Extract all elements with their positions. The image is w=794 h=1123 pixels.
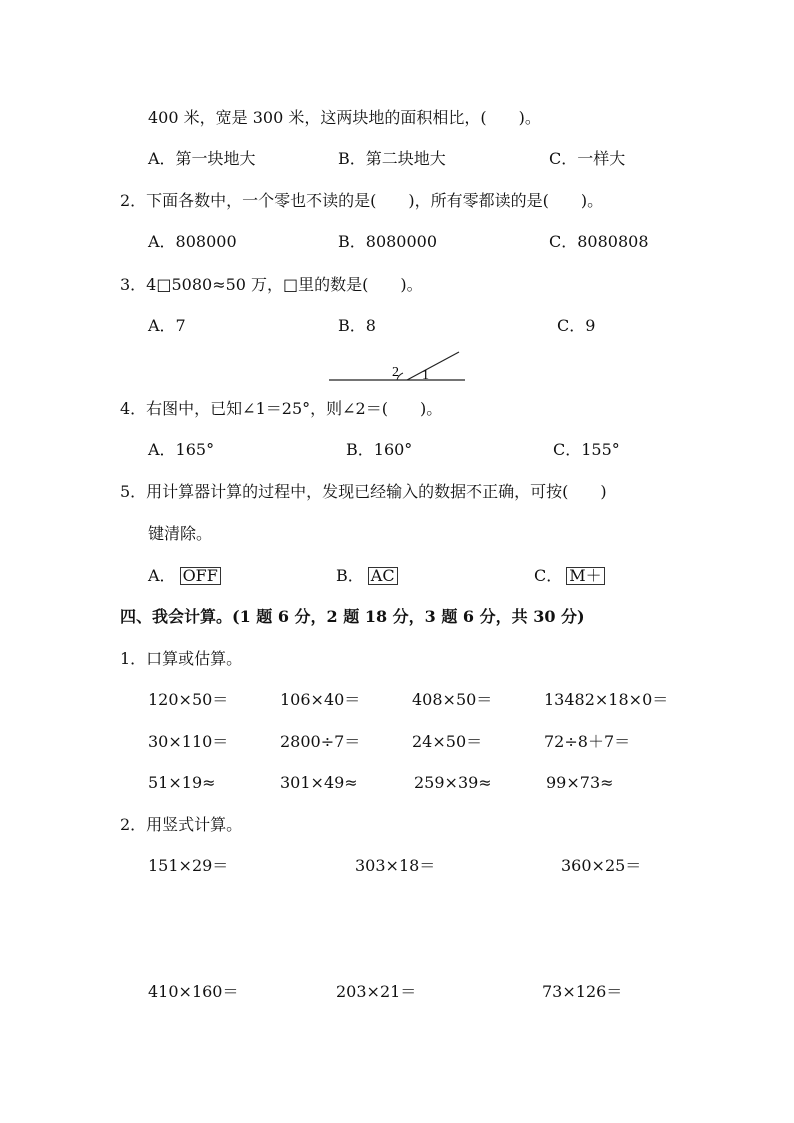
q2-option-a: A．808000 [148,232,237,251]
vertical-calc-item: 410×160＝ [148,982,239,1001]
oral-item: 99×73≈ [546,773,614,792]
q2-text: 2．下面各数中，一个零也不读的是( )，所有零都读的是( )。 [120,191,604,210]
oral-item: 259×39≈ [414,773,492,792]
q5-option-a [148,566,221,586]
m-plus-key-box: M＋ [566,567,604,585]
section-4-title: 四、我会计算。(1 题 6 分，2 题 18 分，3 题 6 分，共 30 分) [120,607,585,626]
vertical-calc-item: 73×126＝ [542,982,623,1001]
q5-text: 5．用计算器计算的过程中，发现已经输入的数据不正确，可按( ) [120,482,607,501]
q1-option-b: B．第二块地大 [338,149,446,168]
q5-text-line2: 键清除。 [148,524,213,543]
q3-option-a: A．7 [148,316,186,335]
q5-option-b [336,566,398,586]
q3-option-c: C．9 [557,316,596,335]
oral-item: 301×49≈ [280,773,358,792]
q5-option-c [534,566,605,586]
q1-option-a: A．第一块地大 [148,149,256,168]
oral-item: 72÷8＋7＝ [544,732,631,751]
q1-option-c: C．一样大 [549,149,626,168]
oral-item: 106×40＝ [280,690,361,709]
q2-option-b: B．8080000 [338,232,438,251]
q4-option-b: B．160° [346,440,413,459]
oral-item: 24×50＝ [412,732,483,751]
q3-text: 3．4□5080≈50 万，□里的数是( )。 [120,275,423,294]
sub1-title: 1．口算或估算。 [120,649,243,668]
oral-item: 51×19≈ [148,773,216,792]
q3-option-b: B．8 [338,316,376,335]
vertical-calc-item: 303×18＝ [355,856,436,875]
off-key-box: OFF [180,567,221,585]
oral-item: 2800÷7＝ [280,732,361,751]
q1-continuation: 400 米，宽是 300 米，这两块地的面积相比，( )。 [148,108,541,127]
q5-option-a-prefix: A． [148,566,176,585]
q5-option-c-prefix: C． [534,566,563,585]
oral-item: 30×110＝ [148,732,229,751]
angle-1-label: 1 [422,368,429,383]
oral-item: 120×50＝ [148,690,229,709]
oral-item: 13482×18×0＝ [544,690,669,709]
ray-line [407,352,459,380]
sub2-title: 2．用竖式计算。 [120,815,243,834]
ac-key-box: AC [368,567,398,585]
angle-figure [327,348,467,384]
oral-item: 408×50＝ [412,690,493,709]
angle-2-label: 2 [392,365,399,380]
q4-option-a: A．165° [148,440,215,459]
q4-text: 4．右图中，已知∠1＝25°，则∠2＝( )。 [120,399,443,418]
vertical-calc-item: 360×25＝ [561,856,642,875]
vertical-calc-item: 203×21＝ [336,982,417,1001]
q4-option-c: C．155° [553,440,620,459]
q2-option-c: C．8080808 [549,232,649,251]
q5-option-b-prefix: B． [336,566,364,585]
vertical-calc-item: 151×29＝ [148,856,229,875]
